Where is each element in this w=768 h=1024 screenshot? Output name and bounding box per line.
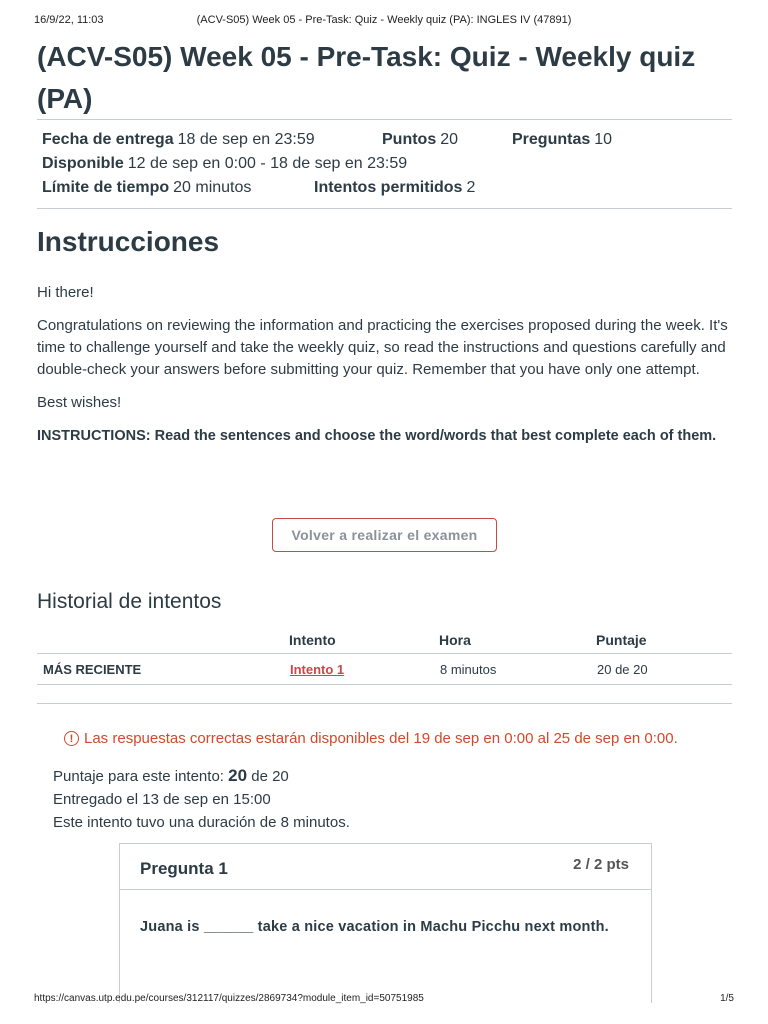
due-label: Fecha de entrega — [42, 131, 174, 148]
warning-text: Las respuestas correctas estarán disponibles del 19 de sep en 0:00 al 25 de sep en 0:00. — [84, 730, 678, 747]
divider — [37, 703, 732, 704]
attempt-history-table — [37, 626, 732, 685]
instructions-text: Congratulations on reviewing the information and practicing the exercises proposed during the week. It's time to challenge yourself and take the weekly quiz, so read the instructions and questions carefully and double-check your answers before submitting your quiz. Remember that you have only one attempt. — [37, 317, 728, 378]
answers-availability-warning — [64, 730, 678, 747]
print-date: 16/9/22, 11:03 — [34, 14, 104, 26]
column-header-blank — [37, 626, 289, 654]
questions-label: Preguntas — [512, 131, 591, 148]
print-header — [34, 14, 734, 30]
question-text: Juana is ______ take a nice vacation in Machu Picchu next month. — [140, 919, 609, 935]
row-label: MÁS RECIENTE — [37, 654, 289, 685]
table-header-row — [37, 626, 732, 654]
divider — [37, 208, 732, 209]
points-label: Puntos — [382, 131, 437, 148]
instructions-greeting: Hi there! — [37, 284, 94, 301]
time-limit-value: 20 minutos — [173, 179, 252, 196]
score-prefix: Puntaje para este intento: — [53, 768, 224, 785]
attempt-score-value: 20 — [228, 766, 248, 785]
question-header — [120, 844, 651, 890]
attempts-value: 2 — [466, 179, 476, 196]
instructions-directive: INSTRUCTIONS: Read the sentences and choose the word/words that best complete each of them. — [37, 428, 717, 444]
page-title: (ACV-S05) Week 05 - Pre-Task: Quiz - Weekly quiz (PA) — [37, 41, 696, 114]
retake-quiz-button[interactable]: Volver a realizar el examen — [272, 518, 497, 552]
questions-value: 10 — [594, 131, 613, 148]
question-points: 2 / 2 pts — [573, 856, 629, 873]
available-value: 12 de sep en 0:00 - 18 de sep en 23:59 — [127, 155, 408, 172]
points-value: 20 — [440, 131, 459, 148]
due-value: 18 de sep en 23:59 — [177, 131, 315, 148]
attempt-summary — [53, 764, 350, 834]
attempt-link[interactable]: Intento 1 — [290, 661, 345, 677]
question-name: Pregunta 1 — [140, 859, 228, 878]
instructions-closing: Best wishes! — [37, 394, 122, 411]
column-header-time: Hora — [439, 626, 596, 654]
attempts-label: Intentos permitidos — [314, 179, 463, 196]
page-number: 1/5 — [720, 993, 734, 1004]
table-row — [37, 654, 732, 685]
question-card — [119, 843, 652, 1003]
print-url: https://canvas.utp.edu.pe/courses/312117/quizzes/2869734?module_item_id=50751985 — [34, 993, 424, 1004]
divider — [37, 119, 732, 120]
attempt-history-heading: Historial de intentos — [37, 590, 222, 613]
print-title: (ACV-S05) Week 05 - Pre-Task: Quiz - Weekly quiz (PA): INGLES IV (47891) — [196, 14, 572, 26]
column-header-attempt: Intento — [289, 626, 439, 654]
warning-icon: ! — [64, 731, 79, 746]
print-footer — [34, 993, 734, 1007]
attempt-time: 8 minutos — [439, 654, 596, 685]
instructions-heading: Instrucciones — [37, 226, 220, 257]
submitted-date: Entregado el 13 de sep en 15:00 — [53, 791, 271, 808]
column-header-score: Puntaje — [596, 626, 732, 654]
attempt-duration: Este intento tuvo una duración de 8 minutos. — [53, 814, 350, 831]
instructions-body — [37, 282, 732, 458]
time-limit-label: Límite de tiempo — [42, 179, 170, 196]
score-suffix: de 20 — [251, 768, 289, 785]
attempt-score: 20 de 20 — [596, 654, 732, 685]
available-label: Disponible — [42, 155, 124, 172]
